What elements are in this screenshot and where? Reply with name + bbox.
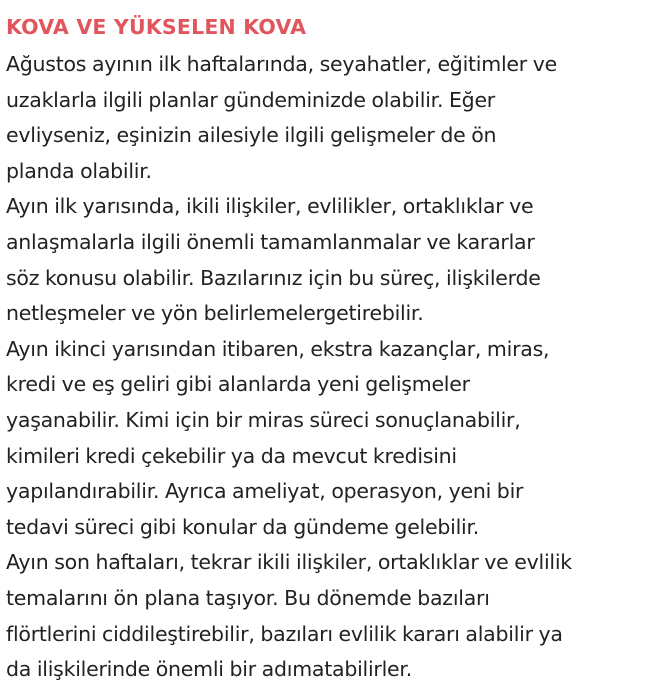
horoscope-article — [6, 14, 652, 688]
text-line: Ayın ilk yarısında, ikili ilişkiler, evlilikler, ortaklıklar ve — [6, 194, 534, 219]
text-line: Ayın ikinci yarısından itibaren, ekstra kazançlar, miras, — [6, 336, 550, 361]
text-line: yaşanabilir. Kimi için bir miras süreci sonuçlanabilir, — [6, 407, 521, 432]
text-line: tedavi süreci gibi konular da gündeme gelebilir. — [6, 514, 480, 539]
text-line: kimileri kredi çekebilir ya da mevcut kredisini — [6, 443, 457, 468]
text-line: Ağustos ayının ilk haftalarında, seyahatler, eğitimler ve — [6, 52, 557, 76]
text-line: evliyseniz, eşinizin ailesiyle ilgili gelişmeler de ön — [6, 123, 497, 148]
text-line: söz konusu olabilir. Bazılarınız için bu süreç, ilişkilerde — [6, 265, 541, 290]
text-line: planda olabilir. — [6, 158, 152, 183]
paragraph-first-half — [6, 189, 652, 331]
text-line: temalarını ön plana taşıyor. Bu dönemde bazıları — [6, 585, 490, 610]
paragraph-august-early-weeks — [6, 47, 652, 189]
text-line: flörtlerini ciddileştirebilir, bazıları evlilik kararı alabilir ya — [6, 621, 563, 646]
text-line: yapılandırabilir. Ayrıca ameliyat, operasyon, yeni bir — [6, 479, 524, 504]
text-line: Ayın son haftaları, tekrar ikili ilişkiler, ortaklıklar ve evlilik — [6, 550, 572, 575]
text-line: da ilişkilerinde önemli bir adımatabilirler. — [6, 657, 412, 682]
text-line: anlaşmalarla ilgili önemli tamamlanmalar ve kararlar — [6, 229, 535, 254]
text-line: uzaklarla ilgili planlar gündeminizde olabilir. Eğer — [6, 87, 495, 112]
text-line: netleşmeler ve yön belirlemelergetirebilir. — [6, 301, 424, 326]
paragraph-second-half — [6, 332, 652, 546]
article-title: KOVA VE YÜKSELEN KOVA — [6, 15, 307, 39]
paragraph-last-weeks — [6, 545, 652, 687]
text-line: kredi ve eş geliri gibi alanlarda yeni gelişmeler — [6, 372, 470, 397]
